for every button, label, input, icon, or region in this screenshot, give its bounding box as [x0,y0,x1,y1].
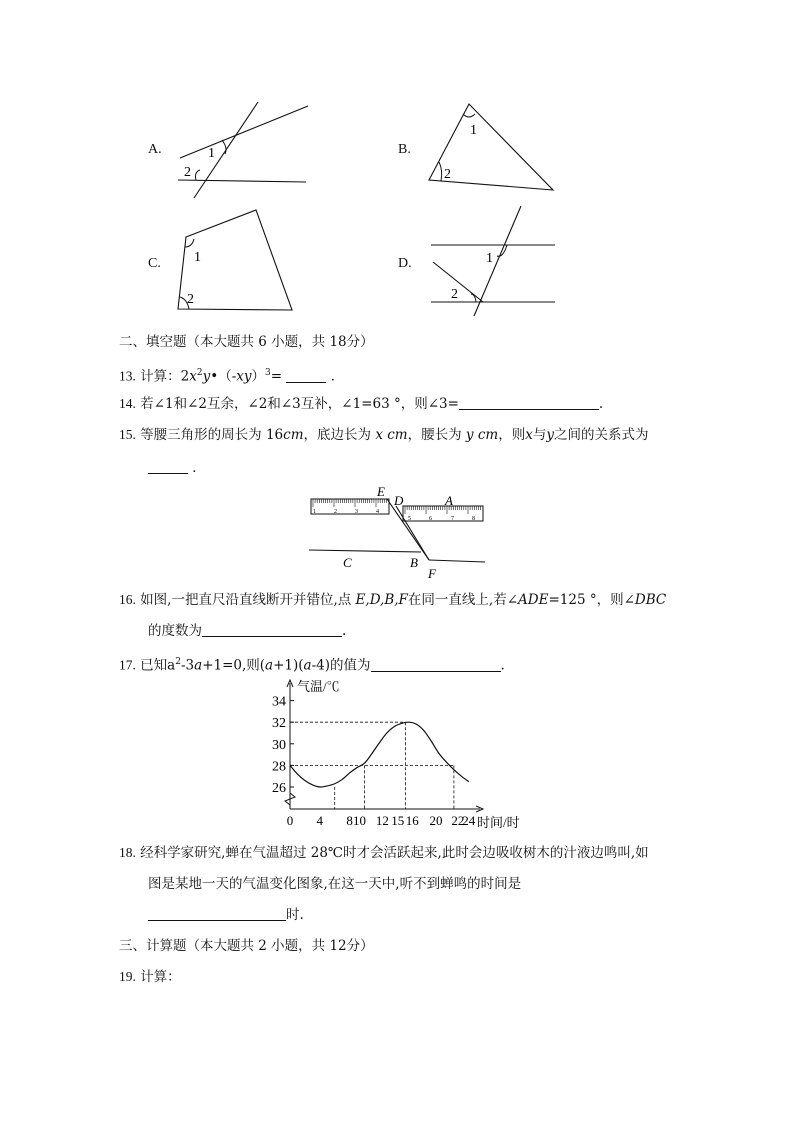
q16-text: 的度数为 [148,623,202,639]
q17-var-a: a [303,657,312,674]
x-tick-label: 8 [346,813,353,828]
angle1-label: 1 [208,146,215,161]
q15-number: 15. [119,427,136,442]
x-tick-label: 12 [375,813,389,828]
point-c: C [343,555,352,570]
ruler-tick-label: 2 [334,509,337,515]
ruler-figure [305,484,495,582]
q15-unit: cm [283,427,304,443]
q17-text: -3 [180,657,195,674]
angle2-label: 2 [451,287,458,302]
q14-number: 14. [119,396,136,411]
temperature-chart [265,675,535,835]
angle2-label: 2 [184,165,191,180]
q15-text: ，腰长为 [407,427,466,443]
q17-end: . [500,657,505,674]
option-a-label: A. [148,142,162,157]
answer-blank-15[interactable] [148,459,188,474]
option-d-label: D. [398,256,412,271]
answer-blank-16[interactable] [202,622,342,637]
y-tick-label: 30 [272,737,286,753]
q13-exp3: 3 [265,368,271,378]
q17-var-a: a [194,657,203,674]
q17-exp: 2 [175,657,181,667]
q13-exp1: 2 [196,368,203,378]
q13-text: 计算：2 [140,368,190,385]
figure-option-a [170,98,320,208]
q18-number: 18. [119,845,136,860]
q17-text: -4)的值为 [311,657,371,674]
q15-text: 等腰三角形的周长为 16 [140,427,284,443]
q15-var-y: y [465,427,474,443]
q13-end: ． [330,368,345,385]
x-axis-label: 时间/时 [477,815,520,830]
angle1-label: 1 [486,251,493,266]
q15-text: ，则 [498,427,526,443]
option-b-label: B. [398,142,411,157]
q14-end: . [598,396,604,412]
ruler-tick-label: 8 [472,516,475,522]
question-13 [119,363,344,387]
x-tick-label: 10 [353,813,366,828]
q16-text: 在同一直线上,若∠ [407,592,519,608]
q13-var-y: y [202,368,211,385]
q13-text3: ） [251,368,266,385]
q17-var-a: a [265,657,274,674]
question-16 [119,590,666,610]
x-tick-label: 15 [391,813,405,828]
ruler-tick-label: 3 [355,509,358,515]
y-tick-label: 32 [272,716,286,732]
q16-text: =125 °，则∠ [548,592,635,608]
ruler-tick-label: 1 [313,509,316,515]
q16-angle-dbc: DBC [634,592,667,608]
q15-text: 之间的关系式为 [553,427,649,443]
ruler-tick-label: 6 [429,516,432,522]
angle1-label: 1 [194,250,201,265]
q18-end: 时. [286,907,304,923]
x-tick-label: 24 [462,813,476,828]
q15-text: ，底边长为 [303,427,376,443]
question-14 [119,394,603,414]
figure-option-c [172,205,302,315]
y-tick-label: 28 [272,759,286,775]
answer-blank-13[interactable] [286,368,326,383]
q19-number: 19. [119,969,136,984]
figure-option-d [425,200,560,320]
q16-end: . [342,623,347,639]
answer-blank-17[interactable] [371,657,501,672]
q15-unit: cm [473,427,499,443]
question-16-answer-line [148,621,346,641]
x-tick-label: 20 [429,813,443,828]
q16-points: E,D,B,F [355,592,408,608]
question-18 [119,843,649,863]
angle2-label: 2 [444,167,451,182]
q17-text: 已知a [140,657,176,674]
question-18-line2: 图是某地一天的气温变化图象,在这一天中,听不到蝉鸣的时间是 [148,876,522,892]
q15-var-y: y [546,427,554,443]
ruler-tick-label: 7 [451,516,454,522]
q16-number: 16. [119,592,136,607]
question-15 [119,425,648,445]
x-tick-label: 16 [405,813,419,828]
q15-text: 与 [532,427,547,443]
q17-text: +1=0,则( [202,657,266,674]
angle1-label: 1 [470,123,477,138]
q13-var-xy: xy [236,368,252,385]
q15-end: ． [192,460,206,476]
figure-option-b [425,100,560,195]
ruler-tick-label: 5 [408,516,411,522]
q15-unit: cm [382,427,408,443]
q13-eq: = [270,368,283,385]
q13-number: 13. [119,368,136,384]
option-c-label: C. [148,256,161,271]
question-17 [119,652,505,676]
y-axis-label: 气温/℃ [297,679,340,694]
x-tick-label: 22 [451,813,465,828]
q18-text: 经科学家研究,蝉在气温超过 28℃时才会活跃起来,此时会边吸收树木的汁液边鸣叫,如 [140,845,649,861]
q16-angle-ade: ADE [518,592,549,608]
point-b: B [410,555,418,570]
q15-var-x: x [375,427,383,443]
question-19 [119,967,181,987]
y-tick-label: 26 [272,781,286,796]
question-18-answer-line [148,905,304,925]
point-f: F [428,566,436,581]
q13-var-x: x [189,368,197,385]
temperature-curve [290,722,469,787]
ruler-tick-label: 4 [376,509,379,515]
point-a: A [445,493,453,508]
q17-text: +1)( [273,657,304,674]
y-tick-label: 34 [272,694,286,710]
point-d: D [394,493,404,508]
q19-text: 计算： [140,969,181,985]
point-e: E [377,484,385,499]
answer-blank-18[interactable] [148,906,286,921]
question-15-answer-line [148,458,206,478]
q13-text2: （- [218,368,237,385]
angle2-label: 2 [187,292,194,307]
x-tick-label: 0 [286,813,294,828]
answer-blank-14[interactable] [459,395,599,410]
section3-heading: 三、计算题（本大题共 2 小题，共 12分） [119,938,374,954]
q13-dot: • [210,368,219,385]
section2-heading: 二、填空题（本大题共 6 小题，共 18分） [119,334,374,350]
q17-number: 17. [119,657,136,673]
x-tick-label: 4 [316,813,324,828]
q16-text: 如图,一把直尺沿直线断开并错位,点 [140,592,356,608]
q14-text: 若∠1和∠2互余，∠2和∠3互补，∠1=63 °，则∠3= [140,396,459,412]
q15-var-x: x [525,427,533,443]
